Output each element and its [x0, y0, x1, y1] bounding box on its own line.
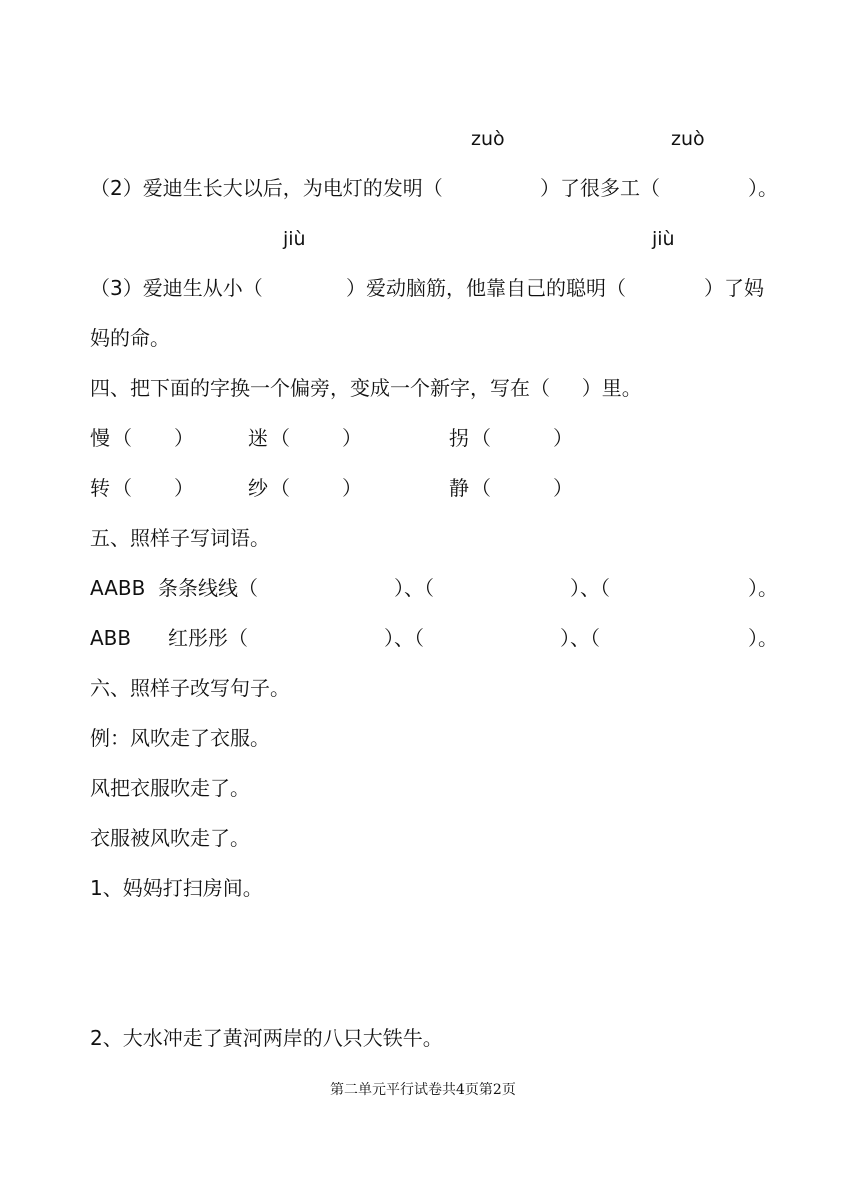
blank-separator: ）、（ — [394, 576, 434, 600]
pattern-label: ABB — [90, 626, 132, 650]
blank-open: （ — [270, 476, 290, 500]
section-4-title: 四、把下面的字换一个偏旁，变成一个新字，写在（ ）里。 — [90, 376, 642, 400]
blank-separator: ）、（ — [560, 626, 600, 650]
item-3-part-3: ）了妈 — [704, 276, 764, 300]
pattern-label: AABB — [90, 576, 146, 600]
example-sentence: 风把衣服吹走了。 — [90, 776, 250, 800]
blank-separator: ）、（ — [570, 576, 610, 600]
exercise-sentence: 2、大水冲走了黄河两岸的八只大铁牛。 — [90, 1026, 443, 1050]
blank-open: （ — [270, 426, 290, 450]
pattern-example: 红彤彤（ — [168, 626, 248, 650]
blank-close: ） — [174, 426, 194, 450]
radical-char: 纱 — [248, 476, 268, 500]
item-2-part-1: （2）爱迪生长大以后，为电灯的发明（ — [90, 176, 443, 200]
blank-close: ） — [553, 476, 573, 500]
blank-close: ） — [342, 426, 362, 450]
blank-open: （ — [471, 426, 491, 450]
page-footer: 第二单元平行试卷共4页第2页 — [330, 1082, 516, 1098]
pinyin-zuo-1: zuò — [471, 128, 505, 150]
radical-char: 慢 — [90, 426, 110, 450]
pinyin-zuo-2: zuò — [671, 128, 705, 150]
item-3-continuation: 妈的命。 — [90, 326, 170, 350]
blank-close: ） — [342, 476, 362, 500]
item-2-part-3: ）。 — [748, 176, 778, 200]
radical-char: 转 — [90, 476, 110, 500]
section-6-title: 六、照样子改写句子。 — [90, 676, 290, 700]
example-sentence: 衣服被风吹走了。 — [90, 826, 250, 850]
radical-char: 拐 — [449, 426, 469, 450]
item-3-part-2: ）爱动脑筋，他靠自己的聪明（ — [346, 276, 626, 300]
blank-open: （ — [112, 426, 132, 450]
blank-close: ） — [553, 426, 573, 450]
example-sentence: 例：风吹走了衣服。 — [90, 726, 270, 750]
blank-close: ） — [174, 476, 194, 500]
item-2-part-2: ）了很多工（ — [540, 176, 660, 200]
blank-open: （ — [471, 476, 491, 500]
item-3-part-1: （3）爱迪生从小（ — [90, 276, 263, 300]
blank-end: ）。 — [748, 626, 778, 650]
section-5-title: 五、照样子写词语。 — [90, 526, 270, 550]
radical-char: 静 — [449, 476, 469, 500]
pinyin-jiu-2: jiù — [652, 228, 675, 250]
blank-end: ）。 — [748, 576, 778, 600]
exercise-sentence: 1、妈妈打扫房间。 — [90, 876, 263, 900]
blank-open: （ — [112, 476, 132, 500]
pinyin-jiu-1: jiù — [283, 228, 306, 250]
pattern-example: 条条线线（ — [158, 576, 258, 600]
blank-separator: ）、（ — [384, 626, 424, 650]
radical-char: 迷 — [248, 426, 268, 450]
